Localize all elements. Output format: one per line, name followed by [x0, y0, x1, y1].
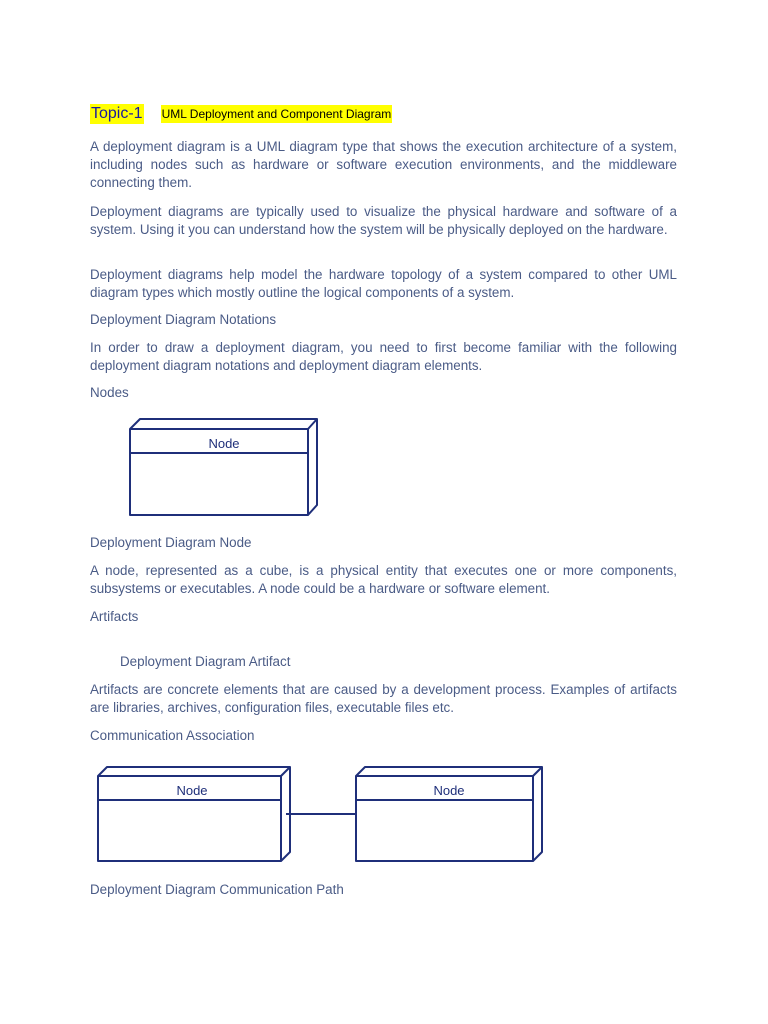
association-heading: Communication Association [90, 728, 255, 743]
artifacts-paragraph: Artifacts are concrete elements that are caused by a development process. Examples of artifacts are libraries, archives, configuration files, executable files etc. [90, 682, 677, 716]
node-cube-edge [130, 419, 317, 515]
usage-paragraph: Deployment diagrams are typically used to visualize the physical hardware and software of a system. Using it you can understand how the system will be physically deployed on the hardware. [90, 204, 677, 238]
communication-path-diagram [94, 762, 546, 866]
node-diagram [126, 414, 322, 520]
intro-paragraph: A deployment diagram is a UML diagram type that shows the execution architecture of a system, including nodes such as hardware or software execution environments, and the middleware connecting them. [90, 139, 677, 191]
right-node-label: Node [433, 783, 465, 798]
topic-label: Topic-1 [91, 105, 143, 122]
artifacts-heading: Artifacts [90, 609, 139, 624]
notations-heading: Deployment Diagram Notations [90, 312, 277, 327]
topic-title: UML Deployment and Component Diagram [161, 107, 392, 121]
left-node-cube-corner [281, 767, 290, 776]
communication-path-caption: Deployment Diagram Communication Path [90, 882, 344, 897]
node-cube-corner [308, 419, 317, 429]
nodes-heading: Nodes [90, 385, 129, 400]
topology-paragraph: Deployment diagrams help model the hardware topology of a system compared to other UML diagram types which mostly outline the logical components of a system. [90, 267, 677, 301]
document-heading [90, 104, 392, 126]
right-node-cube-edge [356, 767, 542, 861]
left-node-label: Node [176, 783, 208, 798]
node-description: A node, represented as a cube, is a physical entity that executes one or more components, subsystems or executables. A node could be a hardware or software element. [90, 563, 677, 597]
notations-paragraph: In order to draw a deployment diagram, you need to first become familiar with the following deployment diagram notations and deployment diagram elements. [90, 340, 677, 374]
right-node-cube-corner [533, 767, 542, 776]
artifact-caption: Deployment Diagram Artifact [120, 654, 291, 669]
node-label: Node [208, 436, 240, 451]
left-node-cube-edge [98, 767, 290, 861]
node-caption: Deployment Diagram Node [90, 535, 252, 550]
